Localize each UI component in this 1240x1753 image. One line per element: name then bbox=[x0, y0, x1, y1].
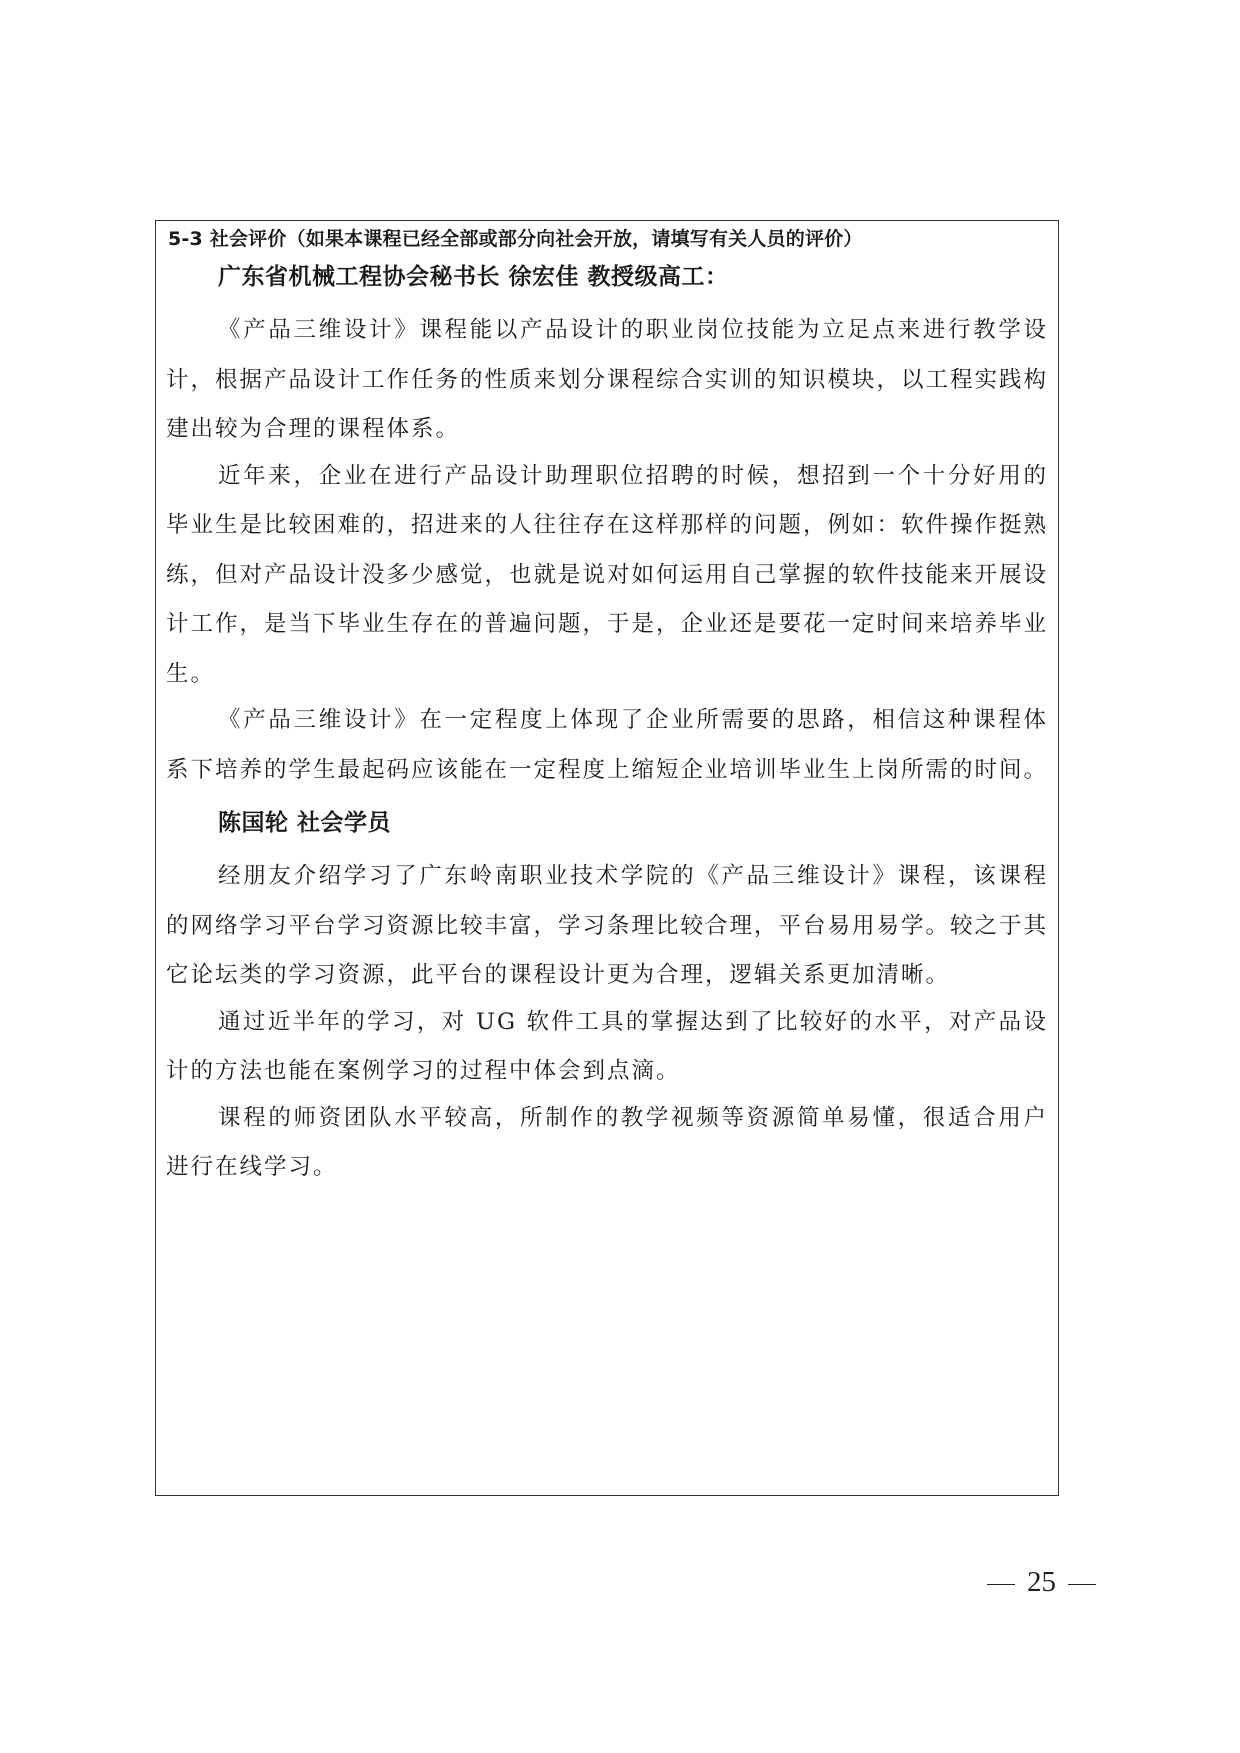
evaluation-content bbox=[166, 262, 1048, 1190]
review-paragraph: 课程的师资团队水平较高，所制作的教学视频等资源简单易懂，很适合用户进行在线学习。 bbox=[166, 1104, 1048, 1180]
reviewer-heading: 广东省机械工程协会秘书长 徐宏佳 教授级高工： bbox=[218, 264, 729, 290]
review-block-2 bbox=[166, 808, 1048, 1193]
reviewer-heading: 陈国轮 社会学员 bbox=[218, 810, 392, 836]
review-paragraph: 《产品三维设计》在一定程度上体现了企业所需要的思路，相信这种课程体系下培养的学生最起码应该能在一定程度上缩短企业培训毕业生上岗所需的时间。 bbox=[166, 707, 1049, 783]
review-paragraph: 近年来，企业在进行产品设计助理职位招聘的时候，想招到一个十分好用的毕业生是比较困难的，招进来的人往往存在这样那样的问题，例如：软件操作挺熟练，但对产品设计没多少感觉，也就是说对如何运用自己掌握的软件技能来开展设计工作，是当下毕业生存在的普遍问题，于是，企业还是要花一定时间来培养毕业生。 bbox=[166, 462, 1049, 687]
review-paragraph: 通过近半年的学习，对 UG 软件工具的掌握达到了比较好的水平，对产品设计的方法也能在案例学习的过程中体会到点滴。 bbox=[166, 1008, 1048, 1084]
page-number bbox=[975, 1565, 1108, 1599]
review-paragraph: 经朋友介绍学习了广东岭南职业技术学院的《产品三维设计》课程，该课程的网络学习平台学习资源比较丰富，学习条理比较合理，平台易用易学。较之于其它论坛类的学习资源，此平台的课程设计更为合理，逻辑关系更加清晰。 bbox=[166, 863, 1049, 988]
section-title: 5-3 社会评价（如果本课程已经全部或部分向社会开放，请填写有关人员的评价） bbox=[168, 228, 863, 250]
review-block-1 bbox=[166, 262, 1048, 795]
page-number-dash-right bbox=[1068, 1584, 1096, 1586]
page-number-value: 25 bbox=[1027, 1566, 1056, 1598]
page-number-dash-left bbox=[987, 1584, 1015, 1586]
review-paragraph: 《产品三维设计》课程能以产品设计的职业岗位技能为立足点来进行教学设计，根据产品设计工作任务的性质来划分课程综合实训的知识模块，以工程实践构建出较为合理的课程体系。 bbox=[166, 317, 1049, 442]
